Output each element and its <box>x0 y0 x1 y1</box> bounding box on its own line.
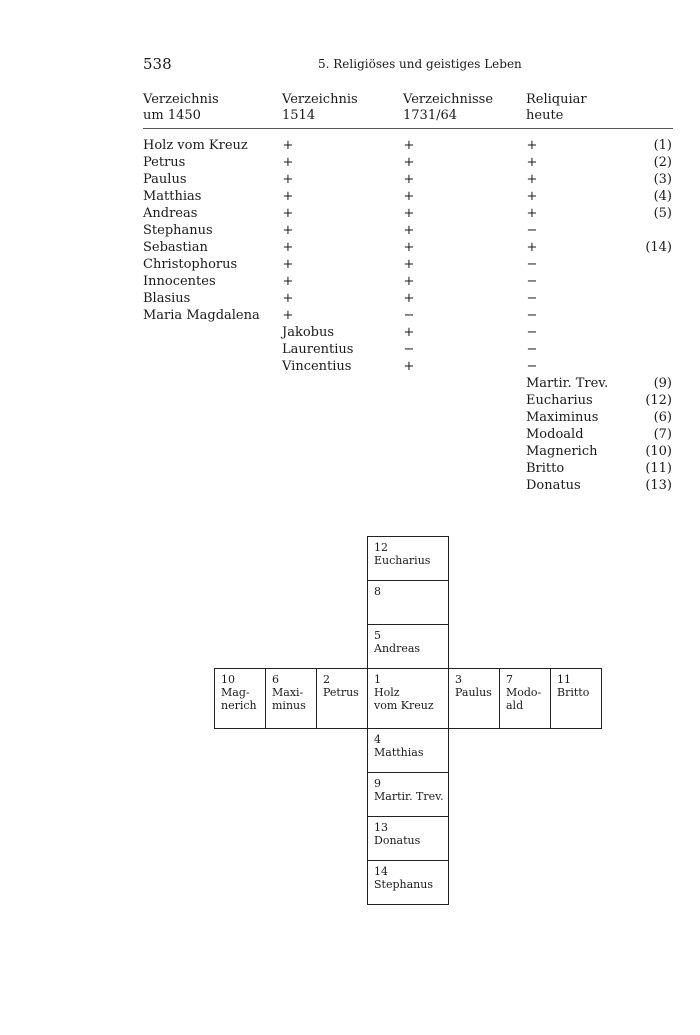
table-cell-col2: + <box>282 189 294 204</box>
table-row <box>0 427 700 444</box>
table-cell-col3: + <box>403 240 415 255</box>
table-row <box>0 223 700 240</box>
table-cell-col5: (13) <box>645 478 672 493</box>
cross-cell-4: 4 Matthias <box>367 728 449 773</box>
table-cell-col4: + <box>526 206 538 221</box>
table-row <box>0 359 700 376</box>
table-cell-col2: + <box>282 274 294 289</box>
table-cell-col1: Sebastian <box>143 240 208 255</box>
table-cell-col2: + <box>282 223 294 238</box>
table-cell-col3: − <box>403 308 415 323</box>
table-cell-col3: + <box>403 223 415 238</box>
table-row <box>0 325 700 342</box>
cross-cell-3: 3 Paulus <box>448 668 500 729</box>
table-cell-col4: Martir. Trev. <box>526 376 609 391</box>
table-cell-col4: Britto <box>526 461 565 476</box>
table-cell-col3: + <box>403 257 415 272</box>
column-header-1450: Verzeichnis um 1450 <box>143 92 219 123</box>
cross-cell-9: 9 Martir. Trev. <box>367 772 449 817</box>
table-cell-col3: + <box>403 325 415 340</box>
table-row <box>0 257 700 274</box>
table-cell-col3: + <box>403 155 415 170</box>
table-cell-col4: − <box>526 308 538 323</box>
table-cell-col5: (10) <box>645 444 672 459</box>
table-cell-col5: (6) <box>653 410 672 425</box>
table-cell-col2: + <box>282 257 294 272</box>
cross-cell-1: 1 Holz vom Kreuz <box>367 668 449 729</box>
table-row <box>0 461 700 478</box>
table-cell-col4: + <box>526 189 538 204</box>
table-cell-col4: − <box>526 257 538 272</box>
table-cell-col1: Christophorus <box>143 257 238 272</box>
cross-cell-8: 8 <box>367 580 449 625</box>
table-row <box>0 308 700 325</box>
table-cell-col1: Matthias <box>143 189 202 204</box>
table-cell-col2: Laurentius <box>282 342 354 357</box>
table-row <box>0 138 700 155</box>
table-cell-col2: + <box>282 172 294 187</box>
table-cell-col2: + <box>282 291 294 306</box>
cross-cell-14: 14 Stephanus <box>367 860 449 905</box>
cross-cell-2: 2 Petrus <box>316 668 368 729</box>
page-number: 538 <box>143 55 172 73</box>
table-cell-col5: (4) <box>653 189 672 204</box>
cross-cell-13: 13 Donatus <box>367 816 449 861</box>
table-cell-col4: + <box>526 155 538 170</box>
table-cell-col5: (3) <box>653 172 672 187</box>
table-cell-col3: + <box>403 172 415 187</box>
table-cell-col1: Stephanus <box>143 223 213 238</box>
table-cell-col1: Blasius <box>143 291 191 306</box>
table-cell-col4: + <box>526 138 538 153</box>
table-cell-col1: Innocentes <box>143 274 216 289</box>
table-cell-col4: Eucharius <box>526 393 593 408</box>
cross-cell-5: 5 Andreas <box>367 624 449 669</box>
table-cell-col2: Vincentius <box>282 359 352 374</box>
table-cell-col4: − <box>526 223 538 238</box>
table-cell-col5: (11) <box>645 461 672 476</box>
table-cell-col5: (14) <box>645 240 672 255</box>
column-header-1514: Verzeichnis 1514 <box>282 92 358 123</box>
table-cell-col1: Andreas <box>143 206 198 221</box>
table-cell-col4: Modoald <box>526 427 584 442</box>
table-row <box>0 240 700 257</box>
table-cell-col5: (9) <box>653 376 672 391</box>
table-cell-col2: + <box>282 240 294 255</box>
table-cell-col2: + <box>282 206 294 221</box>
table-row <box>0 206 700 223</box>
table-cell-col5: (12) <box>645 393 672 408</box>
table-row <box>0 274 700 291</box>
table-cell-col3: + <box>403 291 415 306</box>
table-cell-col4: − <box>526 359 538 374</box>
table-row <box>0 478 700 495</box>
table-cell-col3: + <box>403 274 415 289</box>
table-cell-col4: − <box>526 291 538 306</box>
cross-cell-10: 10 Mag- nerich <box>214 668 266 729</box>
table-cell-col3: + <box>403 359 415 374</box>
table-cell-col2: + <box>282 155 294 170</box>
table-cell-col1: Holz vom Kreuz <box>143 138 248 153</box>
table-cell-col3: + <box>403 189 415 204</box>
table-cell-col5: (1) <box>653 138 672 153</box>
table-row <box>0 393 700 410</box>
table-cell-col5: (5) <box>653 206 672 221</box>
column-header-1731-64: Verzeichnisse 1731/64 <box>403 92 494 123</box>
table-row <box>0 376 700 393</box>
table-cell-col4: + <box>526 172 538 187</box>
table-cell-col2: + <box>282 138 294 153</box>
table-row <box>0 444 700 461</box>
table-cell-col4: − <box>526 274 538 289</box>
table-cell-col4: + <box>526 240 538 255</box>
table-row <box>0 155 700 172</box>
table-cell-col3: + <box>403 138 415 153</box>
table-cell-col2: + <box>282 308 294 323</box>
table-row <box>0 189 700 206</box>
table-cell-col2: Jakobus <box>282 325 335 340</box>
table-row <box>0 410 700 427</box>
table-cell-col4: Maximinus <box>526 410 599 425</box>
cross-cell-11: 11 Britto <box>550 668 602 729</box>
running-head: 5. Religiöses und geistiges Leben <box>318 57 522 71</box>
column-header-reliquiar: Reliquiar heute <box>526 92 587 123</box>
table-cell-col4: Donatus <box>526 478 581 493</box>
table-cell-col4: − <box>526 342 538 357</box>
table-row <box>0 342 700 359</box>
cross-cell-7: 7 Modo- ald <box>499 668 551 729</box>
cross-cell-6: 6 Maxi- minus <box>265 668 317 729</box>
table-cell-col5: (7) <box>653 427 672 442</box>
table-cell-col4: Magnerich <box>526 444 598 459</box>
table-cell-col5: (2) <box>653 155 672 170</box>
table-cell-col4: − <box>526 325 538 340</box>
table-cell-col1: Petrus <box>143 155 186 170</box>
cross-cell-12: 12 Eucharius <box>367 536 449 581</box>
table-cell-col3: − <box>403 342 415 357</box>
header-rule <box>143 128 673 129</box>
table-row <box>0 291 700 308</box>
table-cell-col1: Maria Magdalena <box>143 308 260 323</box>
table-cell-col3: + <box>403 206 415 221</box>
table-row <box>0 172 700 189</box>
table-cell-col1: Paulus <box>143 172 187 187</box>
